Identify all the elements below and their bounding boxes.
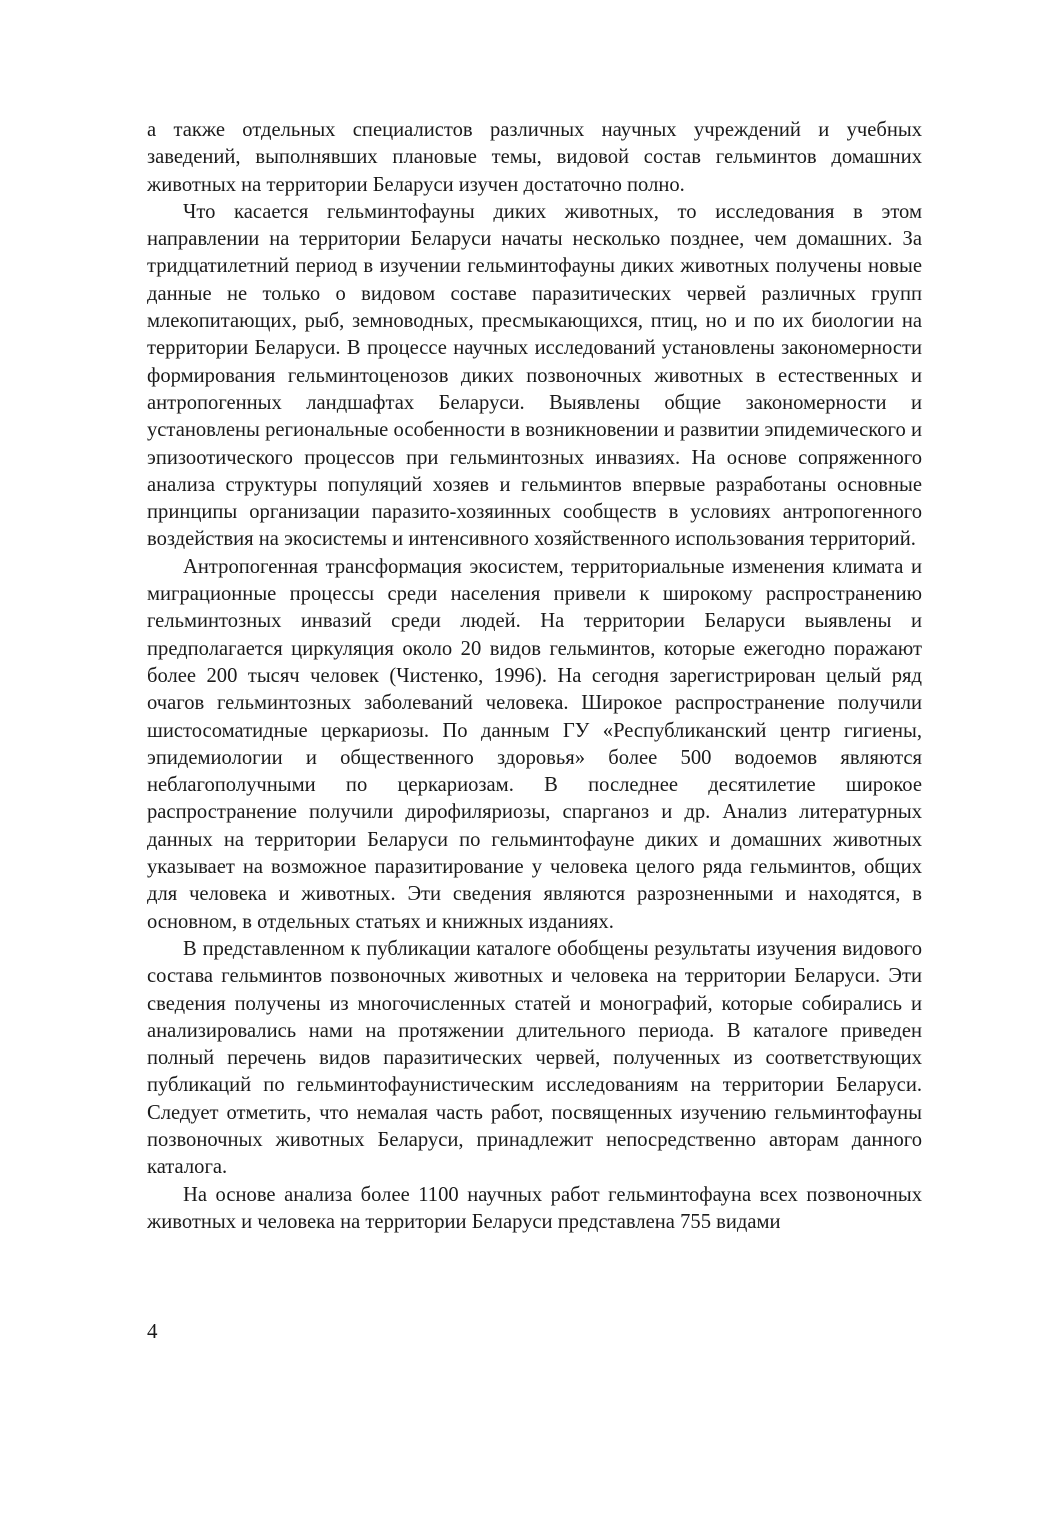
paragraph-wild-animals-helminths: Что касается гельминтофауны диких животных, то исследования в этом направлении на территории Беларуси начаты несколько позднее, чем домашних. За тридцатилетний период в изучении гельминтофауны диких животных получены новые данные не только о видовом составе паразитических червей различных групп млекопитающих, рыб, земноводных, пресмыкающихся, птиц, но и по их биологии на территории Беларуси. В процессе научных исследований установлены закономерности формирования гельминтоценозов диких позвоночных животных в естественных и антропогенных ландшафтах Беларуси. Выявлены общие закономерности и установлены региональные особенности в возникновении и развитии эпидемического и эпизоотического процессов при гельминтозных инвазиях. На основе сопряженного анализа структуры популяций хозяев и гельминтов впервые разработаны основные принципы организации паразито-хозяинных сообществ в условиях антропогенного воздействия на экосистемы и интенсивного хозяйственного использования территорий. [147,200,922,551]
paragraph-catalog-summary: В представленном к публикации каталоге обобщены результаты изучения видового состава гельминтов позвоночных животных и человека на территории Беларуси. Эти сведения получены из многочисленных статей и монографий, которые собирались и анализировались нами на протяжении длительного периода. В каталоге приведен полный перечень видов паразитических червей, полученных из соответствующих публикаций по гельминтофаунистическим исследованиям на территории Беларуси. Следует отметить, что немалая часть работ, посвященных изучению гельминтофауны позвоночных животных Беларуси, принадлежит непосредственно авторам данного каталога. [147,937,922,1179]
paragraph-analysis-basis: На основе анализа более 1100 научных работ гельминтофауна всех позвоночных животных и человека на территории Беларуси представлена 755 видами [147,1183,922,1233]
body-text [147,117,922,1236]
page-number: 4 [147,1319,158,1343]
paragraph-anthropogenic-transformation: Антропогенная трансформация экосистем, территориальные изменения климата и миграционные процессы среди населения привели к широкому распространению гельминтозных инвазий среди людей. На территории Беларуси выявлены и предполагается циркуляция около 20 видов гельминтов, которые ежегодно поражают более 200 тысяч человек (Чистенко, 1996). На сегодня зарегистрирован целый ряд очагов гельминтозных заболеваний человека. Широкое распространение получили шистосоматидные церкариозы. По данным ГУ «Республиканский центр гигиены, эпидемиологии и общественного здоровья» более 500 водоемов являются неблагополучными по церкариозам. В последнее десятилетие широкое распространение получили дирофиляриозы, спарганоз и др. Анализ литературных данных на территории Беларуси по гельминтофауне диких и домашних животных указывает на возможное паразитирование у человека целого ряда гельминтов, общих для человека и животных. Эти сведения являются разрозненными и находятся, в основном, в отдельных статьях и книжных изданиях. [147,555,922,933]
paragraph-continuation: а также отдельных специалистов различных научных учреждений и учебных заведений, выполнявших плановые темы, видовой состав гельминтов домашних животных на территории Беларуси изучен достаточно полно. [147,119,922,196]
